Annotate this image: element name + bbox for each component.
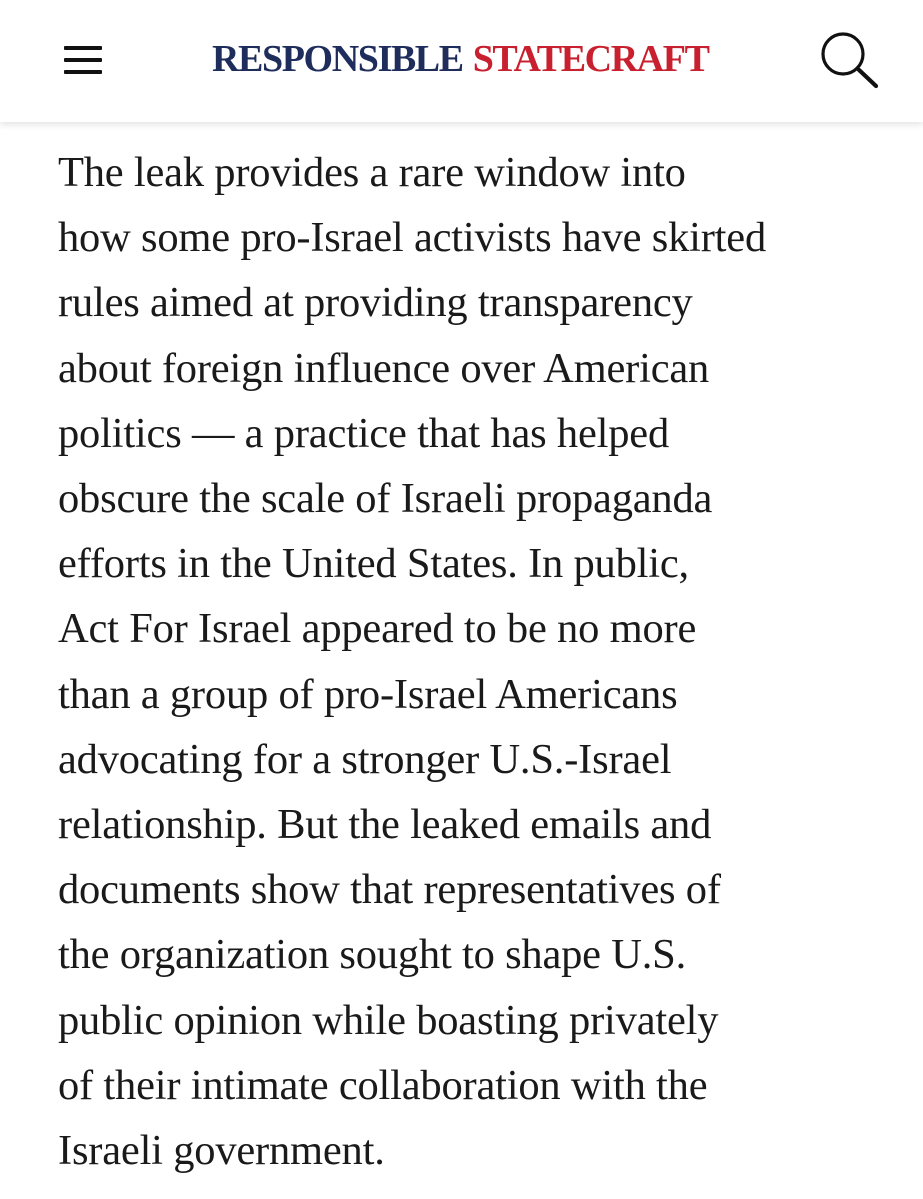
menu-bar-bottom bbox=[64, 70, 102, 74]
logo-word-responsible: RESPONSIBLE bbox=[212, 38, 463, 80]
article-paragraph: The leak provides a rare window into how some pro-Israel activists have skirted rules aimed at providing transparency about foreign influence over American politics — a practice that has helped obscure the scale of Israeli propaganda efforts in the United States. In public, Act For Israel appeared to be no more than a group of pro-Israel Americans advocating for a stronger U.S.-Israel relationship. But the leaked emails and documents show that representatives of the organization sought to shape U.S. public opinion while boasting privately of their intimate collaboration with the Israeli government. bbox=[58, 149, 766, 1175]
search-icon[interactable] bbox=[812, 24, 886, 94]
hamburger-menu-icon[interactable] bbox=[52, 36, 112, 86]
site-header bbox=[0, 0, 923, 122]
menu-bar-middle bbox=[64, 58, 102, 62]
logo-word-statecraft: STATECRAFT bbox=[472, 38, 709, 80]
menu-bar-top bbox=[64, 46, 102, 50]
site-logo[interactable] bbox=[212, 34, 709, 84]
